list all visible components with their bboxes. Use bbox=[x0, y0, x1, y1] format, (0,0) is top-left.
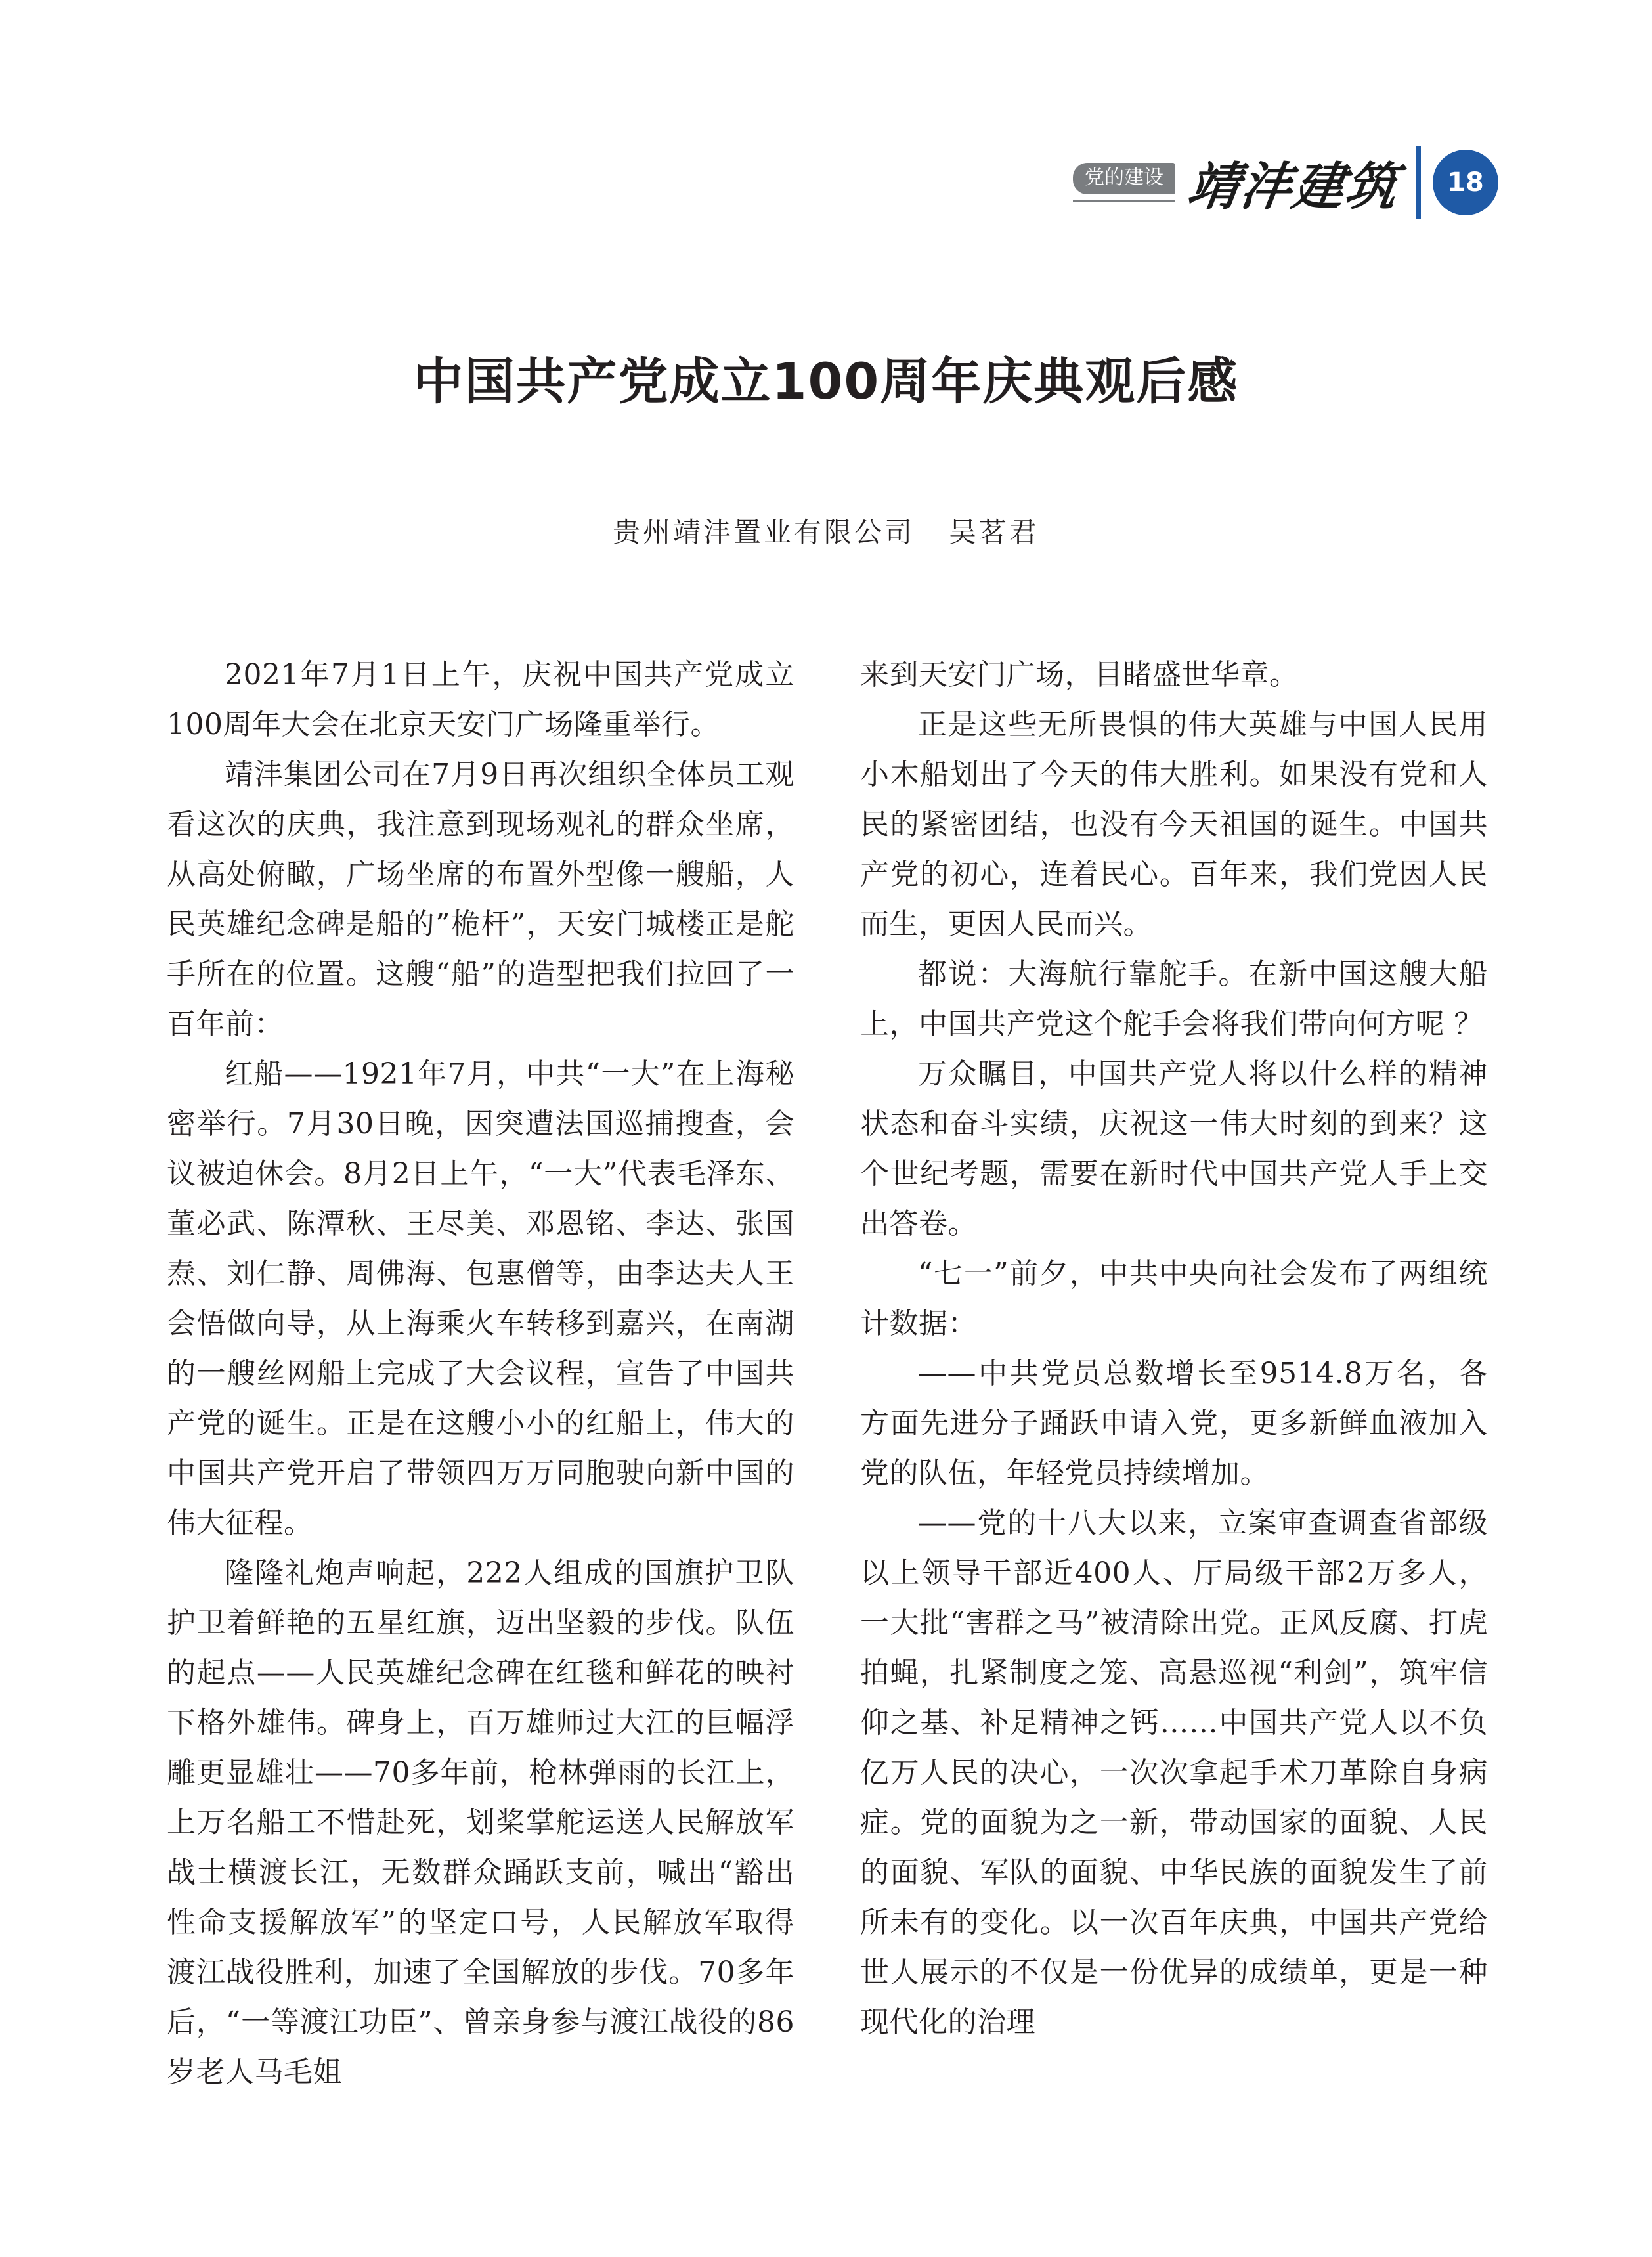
paragraph: 红船——1921年7月，中共“一大”在上海秘密举行。7月30日晚，因突遭法国巡捕搜查，会议被迫休会。8月2日上午，“一大”代表毛泽东、董必武、陈潭秋、王尽美、邓恩铭、李达、张国焘、刘仁静、周佛海、包惠僧等，由李达夫人王会悟做向导，从上海乘火车转移到嘉兴，在南湖的一艘丝网船上完成了大会议程，宣告了中国共产党的诞生。正是在这艘小小的红船上，伟大的中国共产党开启了带领四万万同胞驶向新中国的伟大征程。 bbox=[167, 1057, 794, 1540]
paragraph: 万众瞩目，中国共产党人将以什么样的精神状态和奋斗实绩，庆祝这一伟大时刻的到来？这个世纪考题，需要在新时代中国共产党人手上交出答卷。 bbox=[860, 1057, 1488, 1240]
paragraph: 靖沣集团公司在7月9日再次组织全体员工观看这次的庆典，我注意到现场观礼的群众坐席，从高处俯瞰，广场坐席的布置外型像一艘船，人民英雄纪念碑是船的”桅杆”，天安门城楼正是舵手所在的位置。这艘“船”的造型把我们拉回了一百年前： bbox=[167, 758, 794, 1041]
section-underline bbox=[1073, 200, 1175, 202]
article-body bbox=[167, 650, 1488, 2141]
paragraph: 都说：大海航行靠舵手。在新中国这艘大船上，中国共产党这个舵手会将我们带向何方呢 ？ bbox=[860, 957, 1488, 1041]
left-column bbox=[167, 650, 794, 2141]
paragraph: 2021年7月1日上午，庆祝中国共产党成立100周年大会在北京天安门广场隆重举行。 bbox=[167, 658, 794, 741]
section-label-group bbox=[1073, 163, 1175, 202]
header-divider bbox=[1416, 146, 1421, 219]
right-column bbox=[860, 650, 1488, 2141]
paragraph: ——党的十八大以来，立案审查调查省部级以上领导干部近400人、厅局级干部2万多人，一大批“害群之马”被清除出党。正风反腐、打虎拍蝇，扎紧制度之笼、高悬巡视“利剑”，筑牢信仰之基、补足精神之钙……中国共产党人以不负亿万人民的决心，一次次拿起手术刀革除自身病症。党的面貌为之一新，带动国家的面貌、人民的面貌、军队的面貌、中华民族的面貌发生了前所未有的变化。以一次百年庆典，中国共产党给世人展示的不仅是一份优异的成绩单，更是一种现代化的治理 bbox=[860, 1506, 1488, 2039]
paragraph: 正是这些无所畏惧的伟大英雄与中国人民用小木船划出了今天的伟大胜利。如果没有党和人民的紧密团结，也没有今天祖国的诞生。中国共产党的初心，连着民心。百年来，我们党因人民而生，更因人民而兴。 bbox=[860, 708, 1488, 941]
paragraph: 隆隆礼炮声响起，222人组成的国旗护卫队护卫着鲜艳的五星红旗，迈出坚毅的步伐。队伍的起点——人民英雄纪念碑在红毯和鲜花的映衬下格外雄伟。碑身上，百万雄师过大江的巨幅浮雕更显雄壮——70多年前，枪林弹雨的长江上，上万名船工不惜赴死，划桨掌舵运送人民解放军战士横渡长江，无数群众踊跃支前，喊出“豁出性命支援解放军”的坚定口号，人民解放军取得渡江战役胜利，加速了全国解放的步伐。70多年后，“一等渡江功臣”、曾亲身参与渡江战役的86岁老人马毛姐 bbox=[167, 1556, 794, 2089]
article-title: 中国共产党成立100周年庆典观后感 bbox=[413, 352, 1239, 410]
section-tag: 党的建设 bbox=[1073, 163, 1175, 194]
page-header bbox=[1073, 146, 1498, 219]
page-number-badge: 18 bbox=[1433, 150, 1498, 215]
byline bbox=[0, 511, 1652, 550]
byline-company: 贵州靖沣置业有限公司 bbox=[612, 516, 915, 548]
byline-author: 吴茗君 bbox=[949, 516, 1040, 548]
paragraph: ——中共党员总数增长至9514.8万名，各方面先进分子踊跃申请入党，更多新鲜血液加入党的队伍，年轻党员持续增加。 bbox=[860, 1357, 1488, 1490]
paragraph-continuation: 来到天安门广场，目睹盛世华章。 bbox=[860, 658, 1299, 691]
paragraph: “七一”前夕，中共中央向社会发布了两组统计数据： bbox=[860, 1257, 1488, 1340]
magazine-brand-logo: 靖沣建筑 bbox=[1183, 157, 1402, 217]
